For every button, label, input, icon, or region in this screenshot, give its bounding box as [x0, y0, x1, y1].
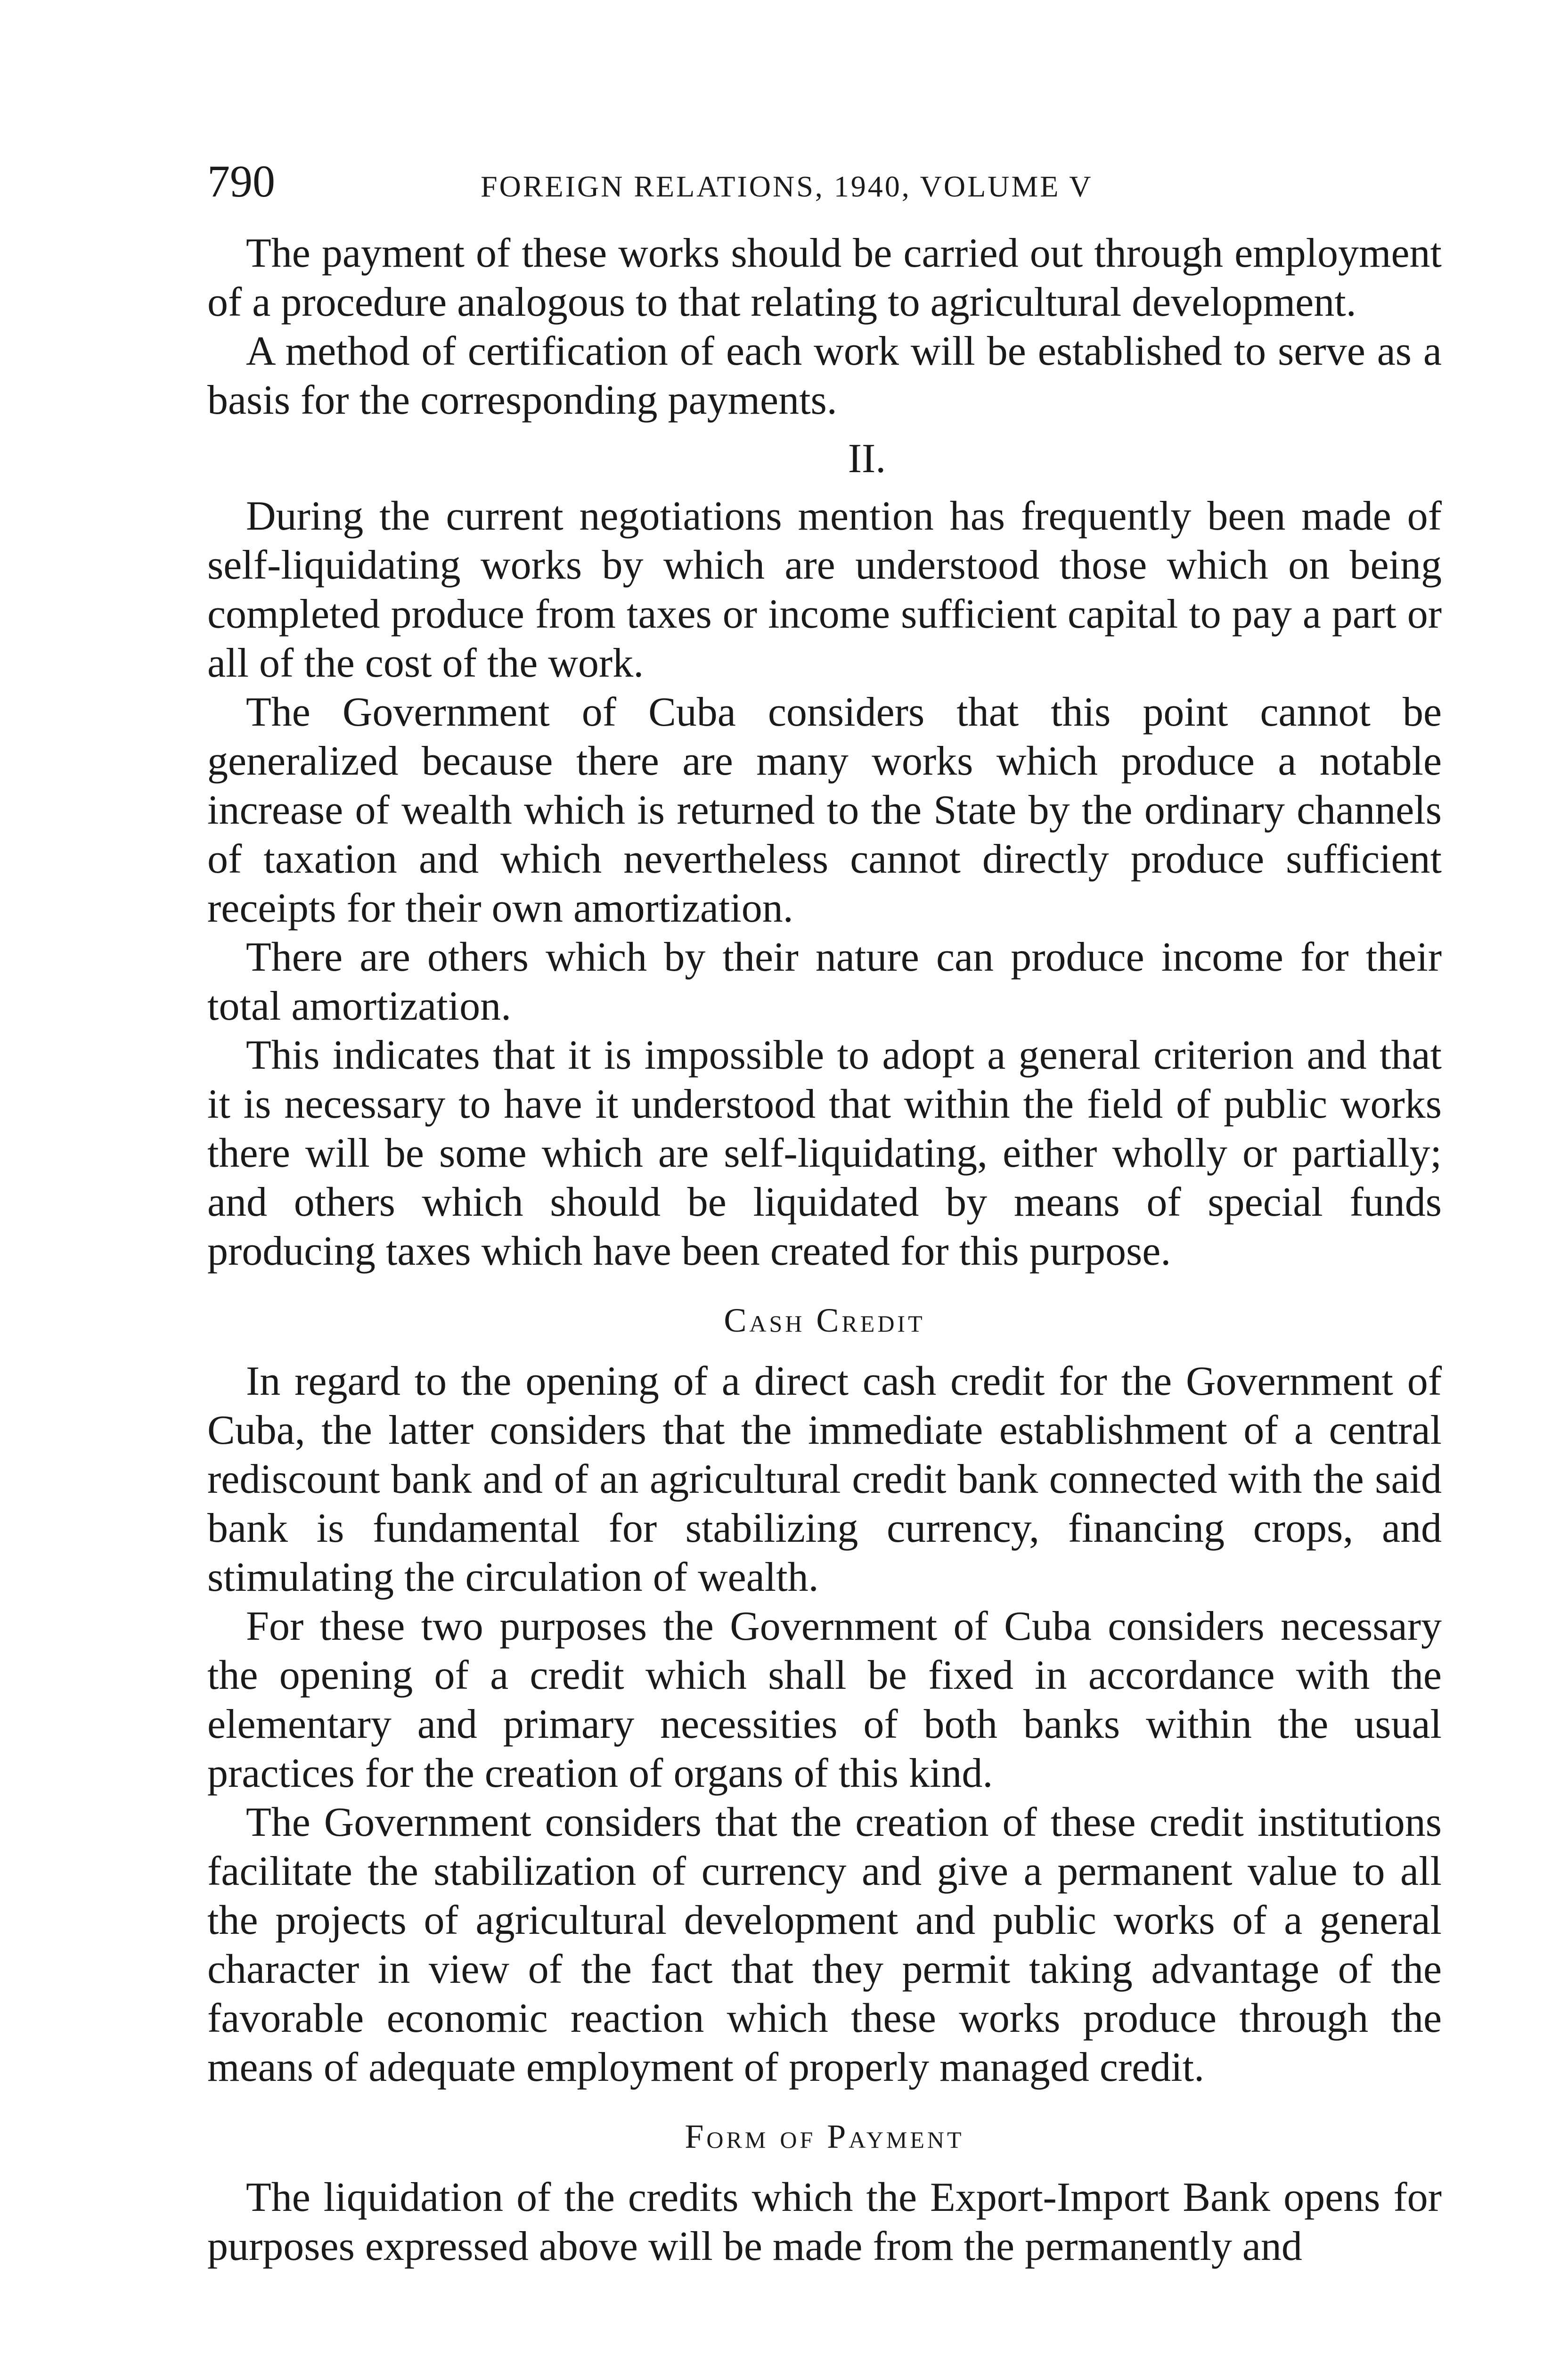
- paragraph: For these two purposes the Government of Cuba considers necessary the opening of a credit which shall be fixed in accordance with the elementary and primary necessities of both banks within the usual practices for the creation of organs of this kind.: [207, 1603, 1442, 1796]
- paragraph: The Government of Cuba considers that this point cannot be generalized because there are many works which produce a notable increase of wealth which is returned to the State by the ordinary channels of taxation and which nevertheless cannot directly produce sufficient receipts for their own amortization.: [207, 689, 1442, 931]
- paragraph: A method of certification of each work will be established to serve as a basis for the corresponding payments.: [207, 328, 1442, 423]
- paragraph: There are others which by their nature can produce income for their total amortization.: [207, 934, 1442, 1029]
- page-number: 790: [207, 156, 275, 206]
- page-header: [207, 155, 1442, 212]
- section-number: II.: [848, 436, 886, 482]
- running-head: FOREIGN RELATIONS, 1940, VOLUME V: [481, 170, 1093, 203]
- section-heading-form-of-payment: Form of Payment: [685, 2118, 964, 2155]
- paragraph: During the current negotiations mention has frequently been made of self-liquidating works by which are understood those which on being completed produce from taxes or income sufficient capital to pay a part or all of the cost of the work.: [207, 493, 1442, 686]
- paragraph: In regard to the opening of a direct cash credit for the Government of Cuba, the latter considers that the immediate establishment of a central rediscount bank and of an agricultural credit bank connected with the said bank is fundamental for stabilizing currency, financing crops, and stimulating the circulation of wealth.: [207, 1358, 1442, 1600]
- section-heading-cash-credit: Cash Credit: [724, 1301, 925, 1339]
- paragraph: The liquidation of the credits which the Export-Import Bank opens for purposes expressed above will be made from the permanently and: [207, 2175, 1442, 2269]
- paragraph: The payment of these works should be carried out through employment of a procedure analogous to that relating to agricultural development.: [207, 230, 1442, 325]
- body-text: [207, 229, 1442, 2271]
- paragraph: The Government considers that the creation of these credit institutions facilitate the stabilization of currency and give a permanent value to all the projects of agricultural development and public works of a general character in view of the fact that they permit taking advantage of the favorable economic reaction which these works produce through the means of adequate employment of properly managed credit.: [207, 1800, 1442, 2090]
- paragraph: This indicates that it is impossible to adopt a general criterion and that it is necessary to have it understood that within the field of public works there will be some which are self-liquidating, either wholly or partially; and others which should be liquidated by means of special funds producing taxes which have been created for this purpose.: [207, 1032, 1442, 1274]
- document-page: [207, 155, 1442, 2271]
